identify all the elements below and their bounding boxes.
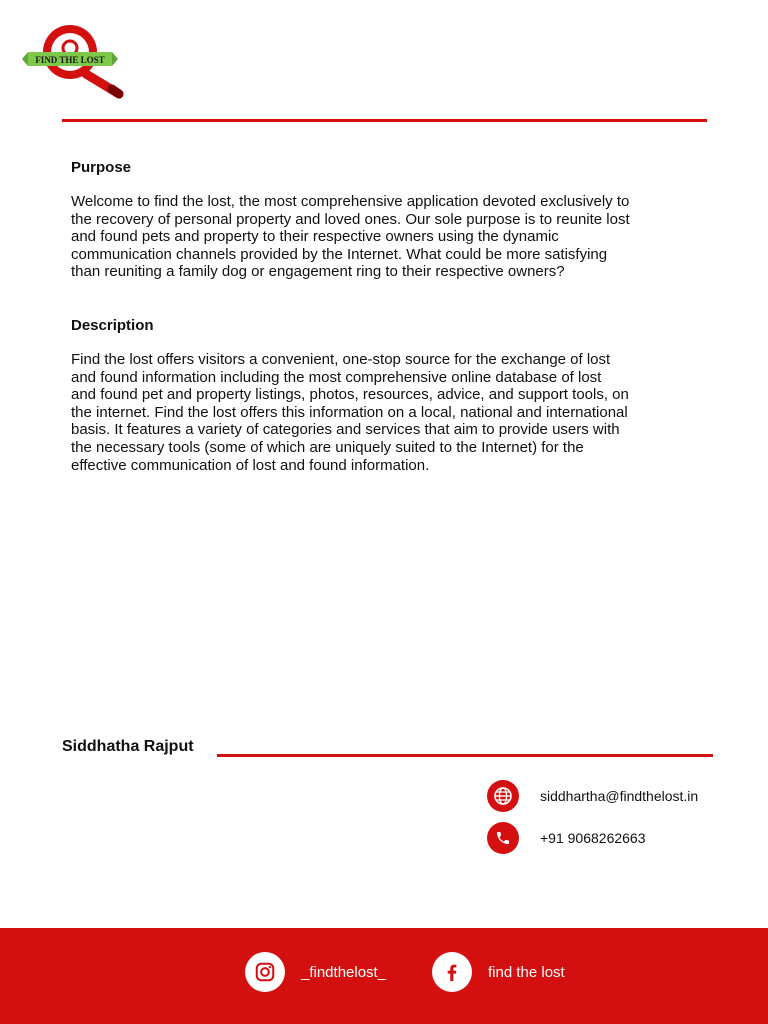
contact-phone-text[interactable]: +91 9068262663	[540, 830, 646, 846]
description-line: and found pet and property listings, photos, resources, advice, and support tools, on	[71, 386, 629, 404]
purpose-section	[71, 159, 701, 281]
logo	[22, 22, 126, 106]
purpose-heading: Purpose	[71, 159, 132, 176]
description-line: the internet. Find the lost offers this information on a local, national and international	[71, 403, 628, 421]
footer-facebook[interactable]	[432, 952, 565, 992]
description-line: and found information including the most comprehensive online database of lost	[71, 368, 602, 386]
description-line: Find the lost offers visitors a convenient, one-stop source for the exchange of lost	[71, 351, 611, 368]
contact-email-text[interactable]: siddhartha@findthelost.in	[540, 788, 699, 804]
signature-name: Siddhatha Rajput	[62, 738, 194, 755]
contact-email[interactable]	[487, 780, 698, 812]
logo-subtext: SINCE 2020	[92, 73, 111, 87]
description-section	[71, 317, 701, 474]
footer-bar	[0, 928, 768, 1024]
footer-instagram[interactable]	[245, 952, 386, 992]
globe-icon	[487, 780, 519, 812]
purpose-line: communication channels provided by the Internet. What could be more satisfying	[71, 245, 608, 263]
instagram-icon	[245, 952, 285, 992]
contact-phone[interactable]	[487, 822, 646, 854]
description-line: effective communication of lost and found information.	[71, 456, 430, 474]
purpose-line: the recovery of personal property and loved ones. Our sole purpose is to reunite lost	[71, 210, 630, 228]
header-divider	[62, 119, 707, 122]
logo-text: FIND THE LOST	[35, 55, 105, 65]
description-line: basis. It features a variety of categories and services that aim to provide users with	[71, 421, 620, 439]
phone-icon	[487, 822, 519, 854]
description-heading: Description	[71, 317, 154, 334]
footer-instagram-text[interactable]: _findthelost_	[301, 963, 387, 981]
purpose-line: Welcome to find the lost, the most comprehensive application devoted exclusively to	[71, 193, 630, 210]
description-paragraph	[71, 351, 701, 474]
purpose-line: and found pets and property to their respective owners using the dynamic	[71, 228, 559, 246]
magnifier-logo-icon	[22, 22, 126, 106]
signature-divider	[217, 754, 713, 757]
description-line: the necessary tools (some of which are uniquely suited to the Internet) for the	[71, 438, 584, 456]
purpose-paragraph	[71, 193, 701, 281]
facebook-icon	[432, 952, 472, 992]
purpose-line: than reuniting a family dog or engagement ring to their respective owners?	[71, 263, 565, 281]
footer-facebook-text[interactable]: find the lost	[488, 963, 565, 981]
